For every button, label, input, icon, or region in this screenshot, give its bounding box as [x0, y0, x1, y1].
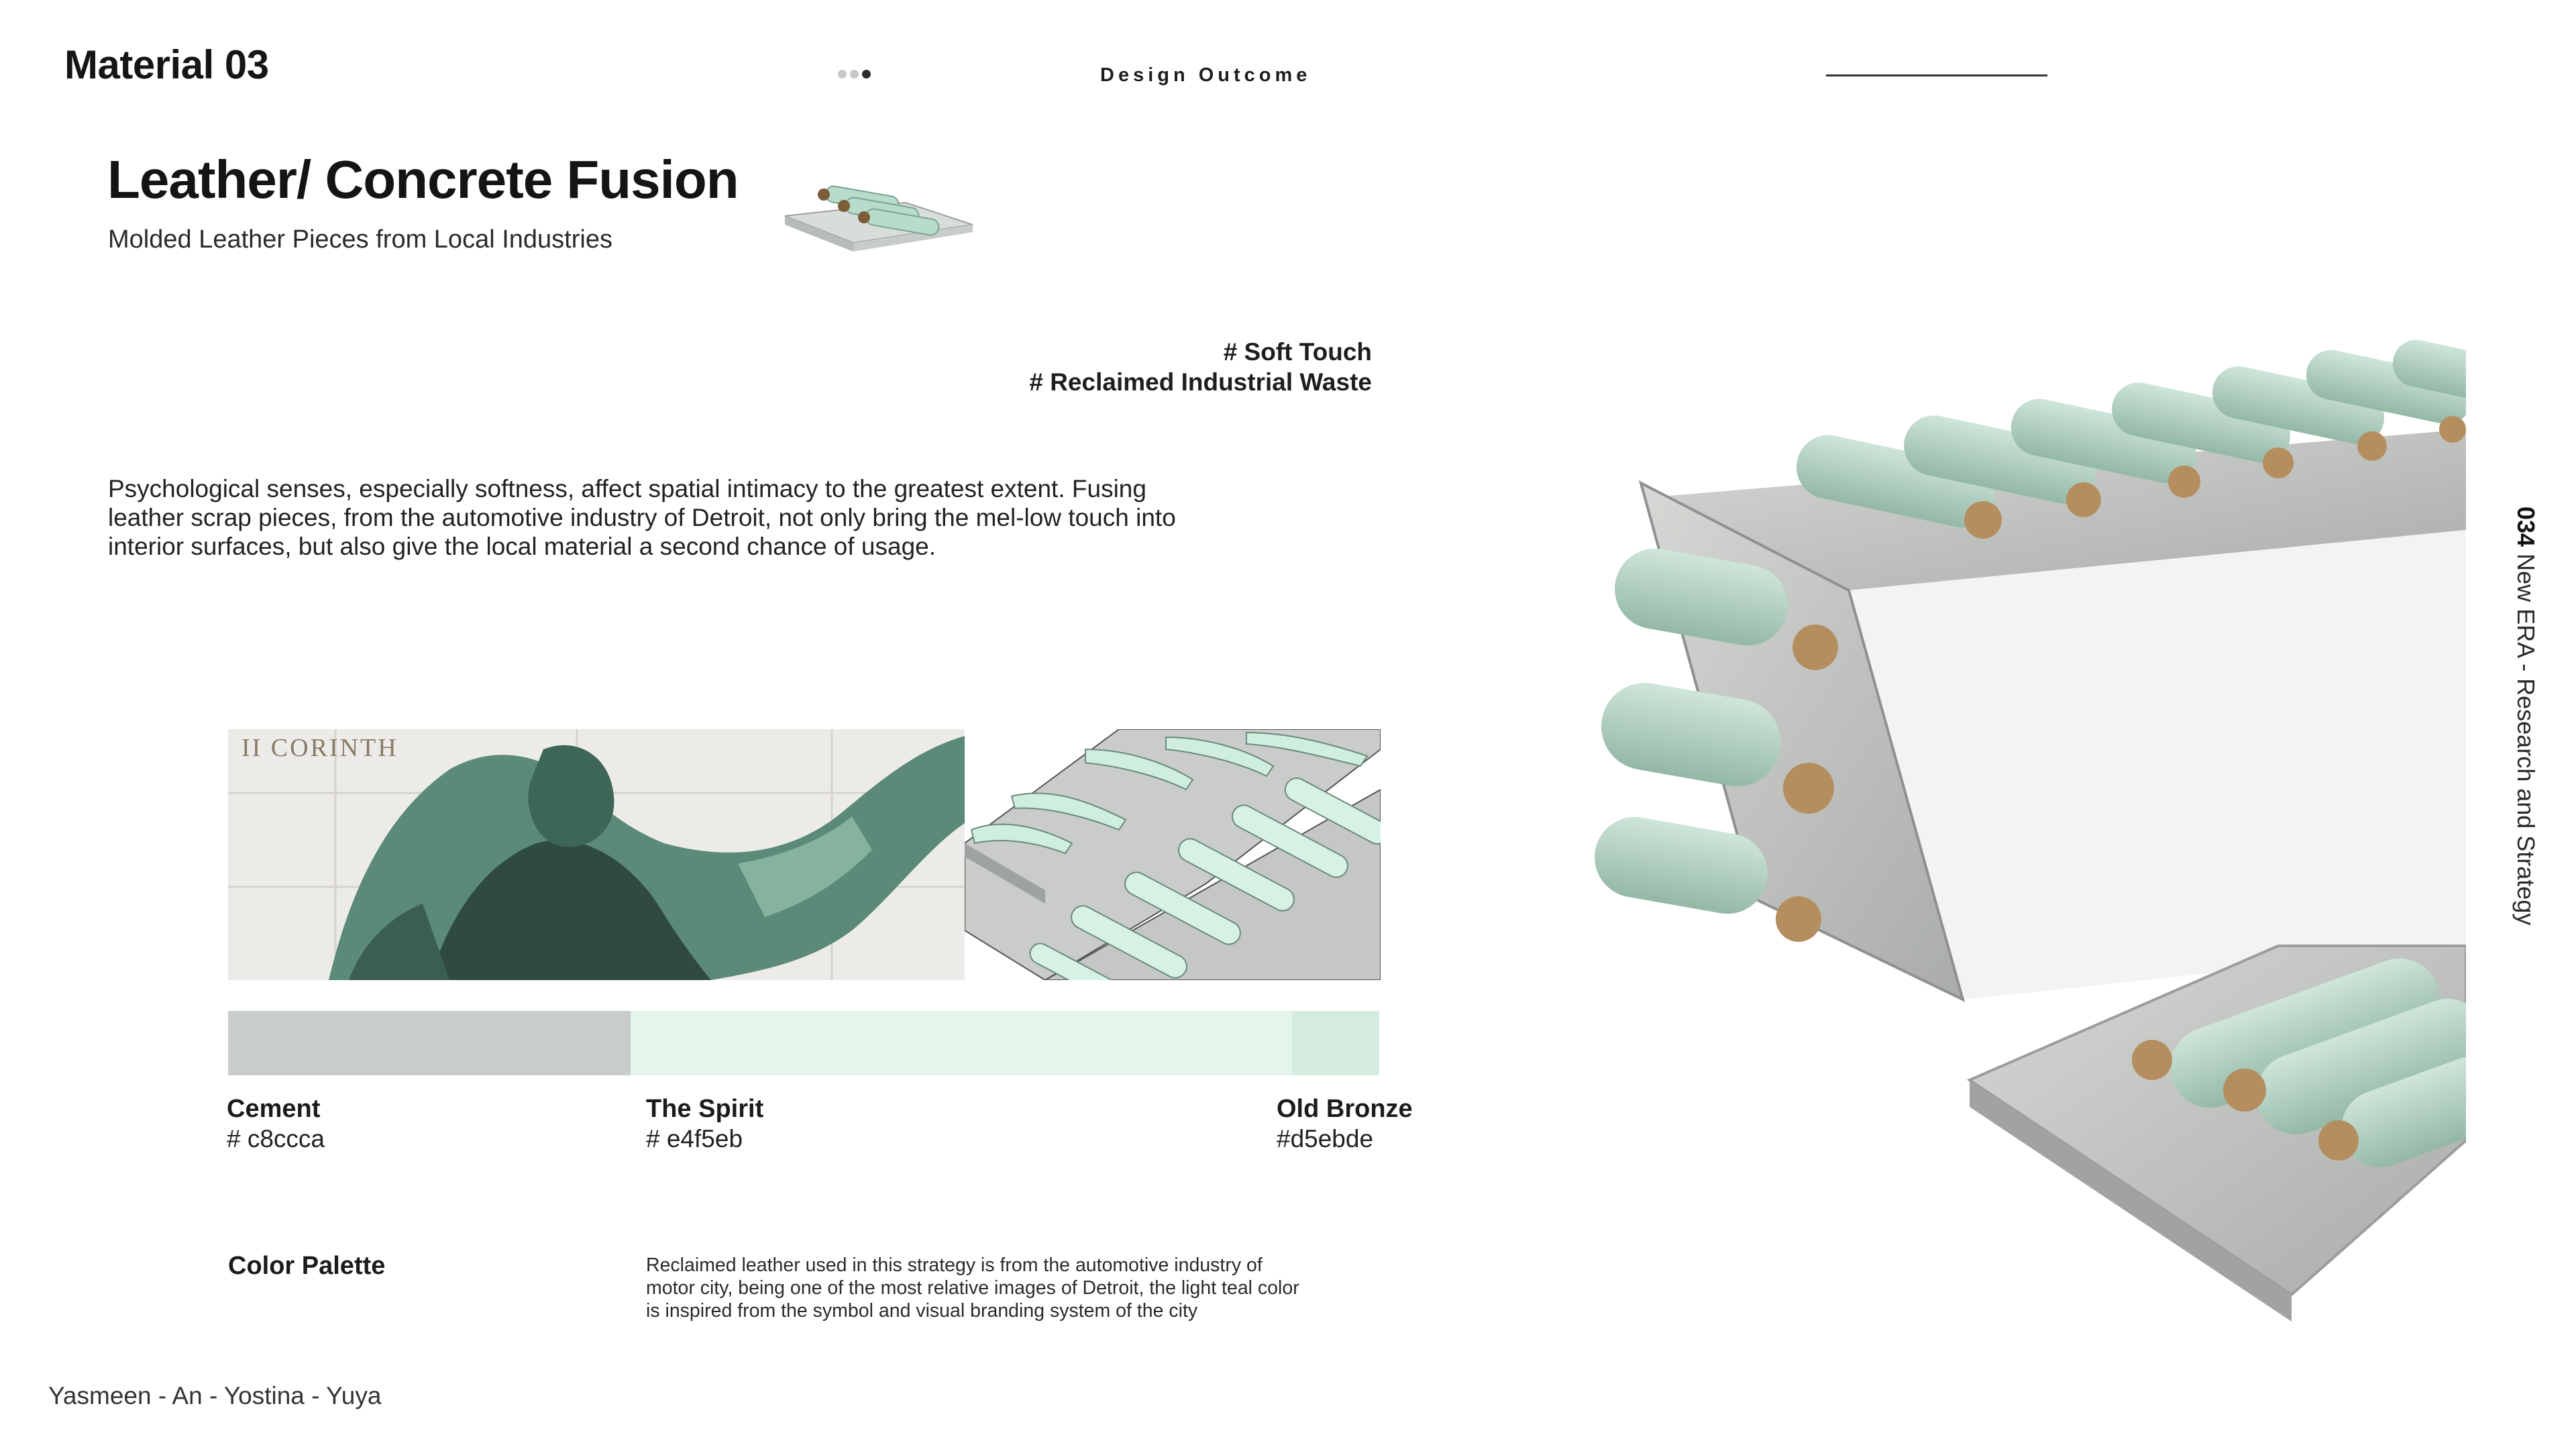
page-dot: [850, 70, 859, 78]
statue-inscription: II CORINTH: [241, 734, 398, 762]
tag-list: [1029, 337, 1372, 397]
swatch-hex: # c8ccca: [227, 1125, 325, 1152]
swatch-old-bronze: [1292, 1011, 1379, 1075]
statue-photo: [228, 729, 965, 980]
swatch-hex: #d5ebde: [1277, 1125, 1374, 1152]
page-dot-active: [862, 70, 871, 78]
header-label: Design Outcome: [1100, 64, 1311, 86]
swatch-the-spirit: [631, 1011, 1292, 1075]
page-title: Leather/ Concrete Fusion: [107, 150, 739, 209]
mold-illustration: [965, 729, 1381, 980]
section-title: Material 03: [64, 42, 269, 87]
palette-description: Reclaimed leather used in this strategy is from the automotive industry of motor city, being one of the most relative images of Detroit, the light teal color is inspired from the symbol and visual branding system of the city: [646, 1254, 1299, 1322]
swatch-name: Cement: [227, 1095, 321, 1123]
tag-item: # Soft Touch: [1223, 338, 1372, 366]
page-subtitle: Molded Leather Pieces from Local Industries: [108, 225, 612, 254]
header-divider: [1826, 74, 2047, 76]
palette-heading: Color Palette: [228, 1252, 386, 1280]
swatch-cement: [228, 1011, 631, 1075]
swatch-name: Old Bronze: [1277, 1095, 1413, 1123]
page-dot: [838, 70, 847, 78]
model-thumbnail: [778, 161, 979, 262]
description-paragraph: Psychological senses, especially softness, affect spatial intimacy to the greatest extent. Fusing leather scrap pieces, from the automotive industry of Detroit, not only bring the mel-low touch into interior surfaces, but also give the local material a second chance of usage.: [108, 475, 1176, 560]
model-photo: [1473, 154, 2466, 1335]
swatch-name: The Spirit: [646, 1095, 764, 1123]
author-names: Yasmeen - An - Yostina - Yuya: [48, 1382, 382, 1409]
tag-item: # Reclaimed Industrial Waste: [1029, 368, 1372, 396]
color-swatch-bar: [228, 1011, 1379, 1075]
swatch-hex: # e4f5eb: [646, 1125, 743, 1152]
page-indicator: [838, 70, 871, 78]
report-title: New ERA - Research and Strategy: [2512, 553, 2540, 926]
side-caption: [2506, 506, 2546, 963]
page-number: 034: [2512, 506, 2540, 547]
